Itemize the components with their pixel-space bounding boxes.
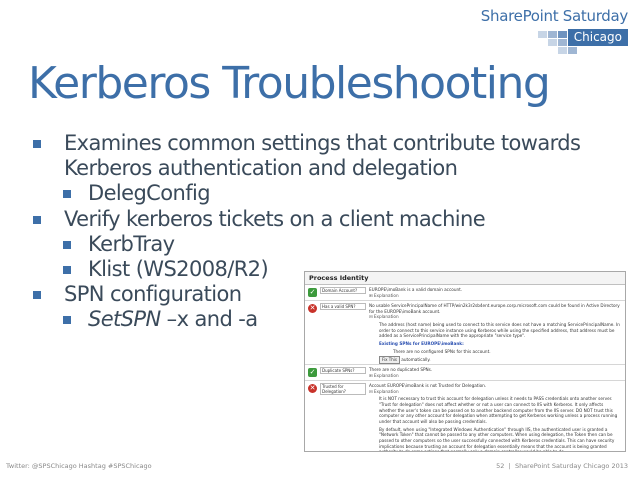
bullet-square-icon (63, 316, 71, 324)
page-number: 52 (496, 462, 505, 470)
checkmark-icon: ✓ (309, 368, 316, 376)
check-row: ✓ Domain Account? EUROPE\imoBank is a valid domain account. ⊞ Explanation (305, 285, 625, 301)
process-identity-heading: Process Identity (305, 272, 625, 285)
explanation-toggle[interactable]: ⊟ Explanation (369, 314, 399, 320)
check-label: Domain Account? (320, 287, 366, 294)
explanation-toggle[interactable]: ⊟ Explanation (369, 388, 399, 394)
bullet-square-icon (63, 266, 71, 274)
bullet-square-icon (33, 216, 41, 224)
error-icon: ✕ (309, 384, 316, 392)
bullet-square-icon (33, 140, 41, 148)
check-row: ✕ Trusted for Delegation? Account EUROPE\imoBank is not Trusted for Delegation. ⊟ Explanation It is NOT necessary to trust this account for delegation unless it needs to PASS credentials onto another server. "Trust for delegation" does not affect whether or not a user can connect to IIS with Kerberos. It only affects whether the user's token can be passed on to another backend computer from the IIS server. DO NOT trust this computer or any other account for delegation when attempting to get Kerberos working unless a process running under that account will also be passing credentials. By default, when using "Integrated Windows Authentication" through IIS, the authenticated user is granted a "Network Token" that cannot be passed to any other computers. When using delegation, the Token then can be passed to other computers so the user successfully connected with Kerberos credentials. This can have security implications because trusting an account for delegation essentially means that the account is being granted authority to do some actions that normally only a domain controller would be able to do. (305, 381, 625, 452)
footer-right: 52 | SharePoint Saturday Chicago 2013 (496, 462, 628, 470)
event-logo (480, 7, 628, 57)
bullet-subitem: DelegConfig (30, 181, 630, 206)
footer-event: SharePoint Saturday Chicago 2013 (514, 462, 628, 470)
bullet-item: SPN configuration (30, 282, 630, 307)
bullet-subitem: Klist (WS2008/R2) (30, 257, 630, 282)
logo-subtitle: Chicago (568, 29, 628, 46)
checkmark-icon: ✓ (309, 288, 316, 296)
check-row: ✓ Duplicate SPNs? There are no duplicated SPNs. ⊞ Explanation (305, 365, 625, 381)
delegconfig-screenshot (304, 271, 626, 452)
explanation-toggle[interactable]: ⊞ Explanation (369, 372, 399, 378)
slide-title: Kerberos Troubleshooting (28, 58, 550, 109)
logo-title: SharePoint Saturday (480, 7, 628, 25)
check-label: Has a valid SPN? (320, 303, 366, 310)
bullet-subitem: KerbTray (30, 232, 630, 257)
check-row: ✕ Has a valid SPN? No usable ServicePrincipalName of HTTP/win2k3r2sb4ent.europe.corp.microsoft.com could be found in Active Directory for the EUROPE\imoBank account. ⊟ Explanation The address (host name) being used to connect to this service does not have a matching ServicePrincipalName. In order to connect to this service instance using Kerberos while using the specified address, that address must be added as a ServicePrincipalName with the appropriate "service type". Existing SPNs for EUROPE\imoBank: There are no configured SPNs for this account. Fix This automatically. (305, 301, 625, 365)
fix-this-button[interactable]: Fix This (379, 356, 400, 363)
check-label: Trusted for Delegation? (320, 383, 366, 395)
check-label: Duplicate SPNs? (320, 367, 366, 374)
bullet-square-icon (33, 291, 41, 299)
bullet-subitem: SetSPN –x and -a (30, 307, 630, 332)
error-icon: ✕ (309, 304, 316, 312)
bullet-square-icon (63, 241, 71, 249)
explanation-toggle[interactable]: ⊞ Explanation (369, 292, 399, 298)
bullet-item: Examines common settings that contribute towards Kerberos authentication and delegation (30, 131, 630, 181)
footer-twitter: Twitter: @SPSChicago Hashtag #SPSChicago (6, 462, 152, 470)
bullet-item: Verify kerberos tickets on a client machine (30, 207, 630, 232)
bullet-square-icon (63, 190, 71, 198)
